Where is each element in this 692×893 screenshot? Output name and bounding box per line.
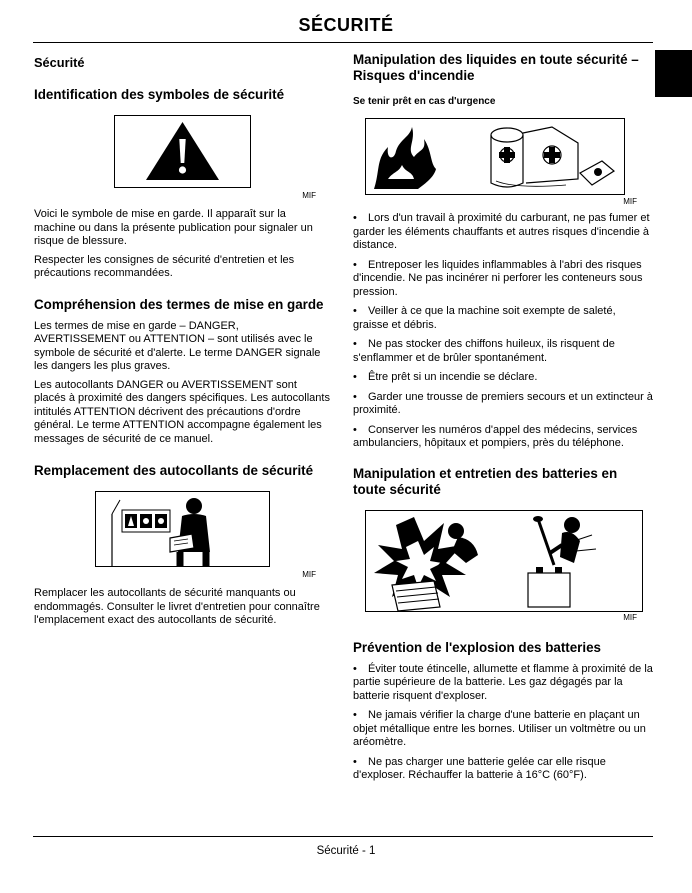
decal-replacement-figure — [95, 491, 270, 567]
decals-paragraph: Remplacer les autocollants de sécurité manquants ou endommagés. Consulter le livret d'entretien pour connaître l'emplacement exact des autocollants de sécurité. — [34, 587, 320, 626]
list-item: • Éviter toute étincelle, allumette et flamme à proximité de la partie supérieure de la batterie. Les gaz dégagés par la batterie risquent d'exploser. — [353, 662, 653, 702]
left-column — [34, 50, 330, 628]
list-item: • Ne pas stocker des chiffons huileux, ils risquent de s'enflammer et de brûler spontanément. — [353, 338, 615, 364]
page-footer: Sécurité - 1 — [316, 845, 376, 857]
person-applying-decal-icon — [96, 492, 269, 566]
fluids-figure-label: MIF — [623, 197, 637, 206]
list-item: • Être prêt si un incendie se déclare. — [353, 371, 538, 383]
list-item: • Garder une trousse de premiers secours et un extincteur à proximité. — [353, 390, 653, 416]
fire-and-first-aid-icon — [366, 119, 624, 194]
symbols-paragraph-2: Respecter les consignes de sécurité d'entretien et les précautions recommandées. — [34, 253, 295, 279]
emergency-subheading: Se tenir prêt en cas d'urgence — [353, 96, 496, 107]
symbols-heading: Identification des symboles de sécurité — [34, 87, 285, 102]
decals-heading: Remplacement des autocollants de sécurité — [34, 463, 314, 478]
explosion-heading: Prévention de l'explosion des batteries — [353, 639, 602, 655]
warning-triangle-icon — [115, 116, 250, 187]
list-item: • Ne jamais vérifier la charge d'une batterie en plaçant un objet métallique entre les bornes. Utiliser un voltmètre ou un aréomètre. — [353, 709, 646, 748]
list-item: • Ne pas charger une batterie gelée car elle risque d'exploser. Réchauffer la batterie à 16°C (60°F). — [353, 755, 606, 781]
fluids-heading: Manipulation des liquides en toute sécurité – Risques d'incendie — [353, 52, 639, 83]
section-tab-marker — [655, 50, 692, 97]
footer-rule — [33, 836, 653, 837]
batteries-figure-label: MIF — [623, 612, 637, 622]
terms-paragraph-2: Les autocollants DANGER ou AVERTISSEMENT sont placés à proximité des dangers spécifiques. Les autocollants intitulés ATTENTION décrivent des précautions d'ordre général. Le terme ATTENTION accompagne également les messages de sécurité de ce manuel. — [34, 378, 330, 445]
battery-explosion-icon — [366, 511, 642, 611]
list-item: • Conserver les numéros d'appel des médecins, services ambulanciers, hôpitaux et pompiers, près du téléphone. — [353, 423, 638, 449]
header-rule — [33, 42, 653, 43]
fire-hazard-figure — [365, 118, 625, 195]
terms-heading: Compréhension des termes de mise en garde — [34, 296, 324, 312]
right-column — [353, 50, 653, 783]
list-item: • Veiller à ce que la machine soit exempte de saleté, graisse et débris. — [353, 305, 616, 331]
battery-safety-list — [353, 663, 653, 783]
decals-figure-label: MIF — [302, 570, 316, 579]
batteries-heading: Manipulation et entretien des batteries en toute sécurité — [353, 465, 618, 497]
section-title: Sécurité — [34, 55, 85, 70]
symbols-figure-label: MIF — [302, 191, 316, 200]
battery-hazard-figure — [365, 510, 643, 612]
list-item: • Lors d'un travail à proximité du carburant, ne pas fumer et garder les éléments chauffants et autres risques d'incendie à distance. — [353, 212, 650, 251]
terms-paragraph-1: Les termes de mise en garde – DANGER, AVERTISSEMENT ou ATTENTION – sont utilisés avec le symbole de sécurité et d'alerte. Le terme DANGER signale les dangers les plus graves. — [34, 319, 321, 372]
fire-safety-list — [353, 212, 653, 451]
page-title: SÉCURITÉ — [298, 15, 394, 35]
symbols-paragraph-1: Voici le symbole de mise en garde. Il apparaît sur la machine ou dans la présente publication pour signaler un risque de blessure. — [34, 208, 313, 247]
list-item: • Entreposer les liquides inflammables à l'abri des risques d'incendie. Ne pas incinérer ni perforer les conteneurs sous pression. — [353, 258, 643, 298]
safety-alert-symbol-figure — [114, 115, 251, 188]
